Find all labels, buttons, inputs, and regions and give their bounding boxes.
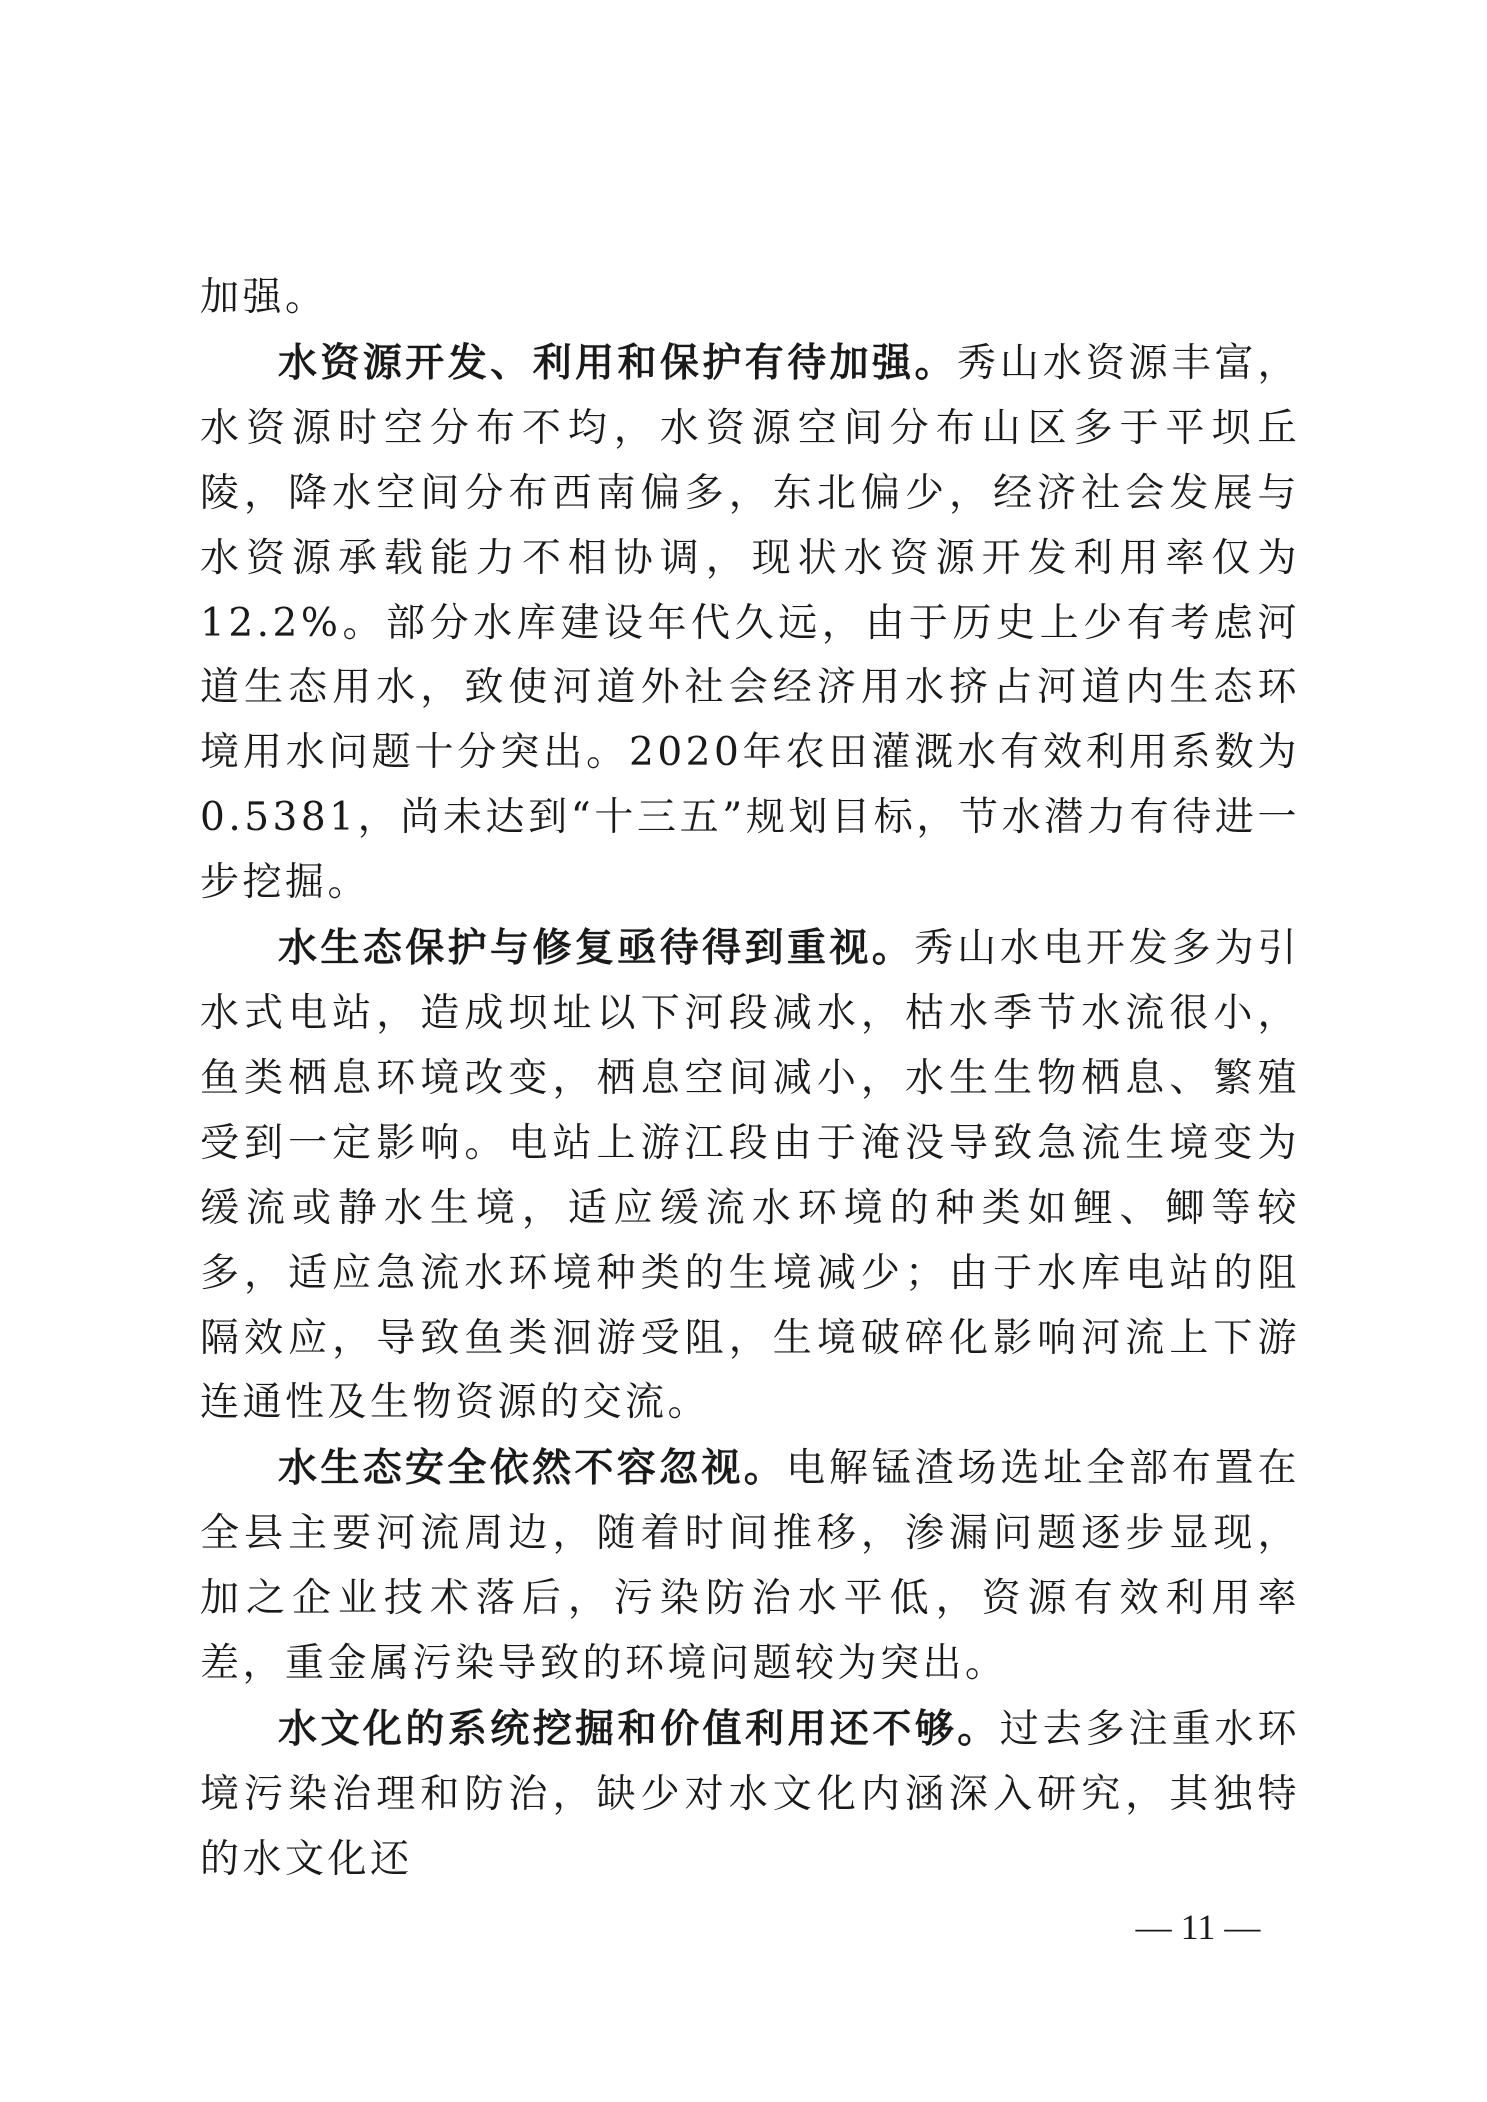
paragraph-heading: 水生态保护与修复亟待得到重视。 [278,925,915,972]
paragraph-water-safety [200,1436,1300,1697]
continuation-text: 加强。 [200,275,328,320]
page-number: — 11 — [1135,1907,1261,1947]
paragraph-body: 秀山水电开发多为引水式电站，造成坝址以下河段减水，枯水季节水流很小，鱼类栖息环境改变，栖息空间减小，水生生物栖息、繁殖受到一定影响。电站上游江段由于淹没导致急流生境变为缓流或静水生境，适应缓流水环境的种类如鲤、鲫等较多，适应急流水环境种类的生境减少；由于水库电站的阻隔效应，导致鱼类洄游受阻，生境破碎化影响河流上下游连通性及生物资源的交流。 [200,926,1300,1426]
paragraph-body: 电解锰渣场选址全部布置在全县主要河流周边，随着时间推移，渗漏问题逐步显现，加之企业技术落后，污染防治水平低，资源有效利用率差，重金属污染导致的环境问题较为突出。 [200,1446,1300,1687]
paragraph-water-ecology [200,916,1300,1436]
document-page [200,266,1300,1893]
paragraph-body: 过去多注重水环境污染治理和防治，缺少对水文化内涵深入研究，其独特的水文化还 [200,1706,1300,1882]
paragraph-heading: 水资源开发、利用和保护有待加强。 [278,339,957,386]
paragraph-heading: 水生态安全依然不容忽视。 [278,1445,787,1492]
paragraph-water-resources [200,331,1300,916]
paragraph-heading: 水文化的系统挖掘和价值利用还不够。 [278,1705,1000,1752]
paragraph-water-culture [200,1697,1300,1893]
paragraph-body: 秀山水资源丰富，水资源时空分布不均，水资源空间分布山区多于平坝丘陵，降水空间分布西南偏多，东北偏少，经济社会发展与水资源承载能力不相协调，现状水资源开发利用率仅为12.2%。部分水库建设年代久远，由于历史上少有考虑河道生态用水，致使河道外社会经济用水挤占河道内生态环境用水问题十分突出。2020年农田灌溉水有效利用系数为0.5381，尚未达到“十三五”规划目标，节水潜力有待进一步挖掘。 [200,340,1300,906]
